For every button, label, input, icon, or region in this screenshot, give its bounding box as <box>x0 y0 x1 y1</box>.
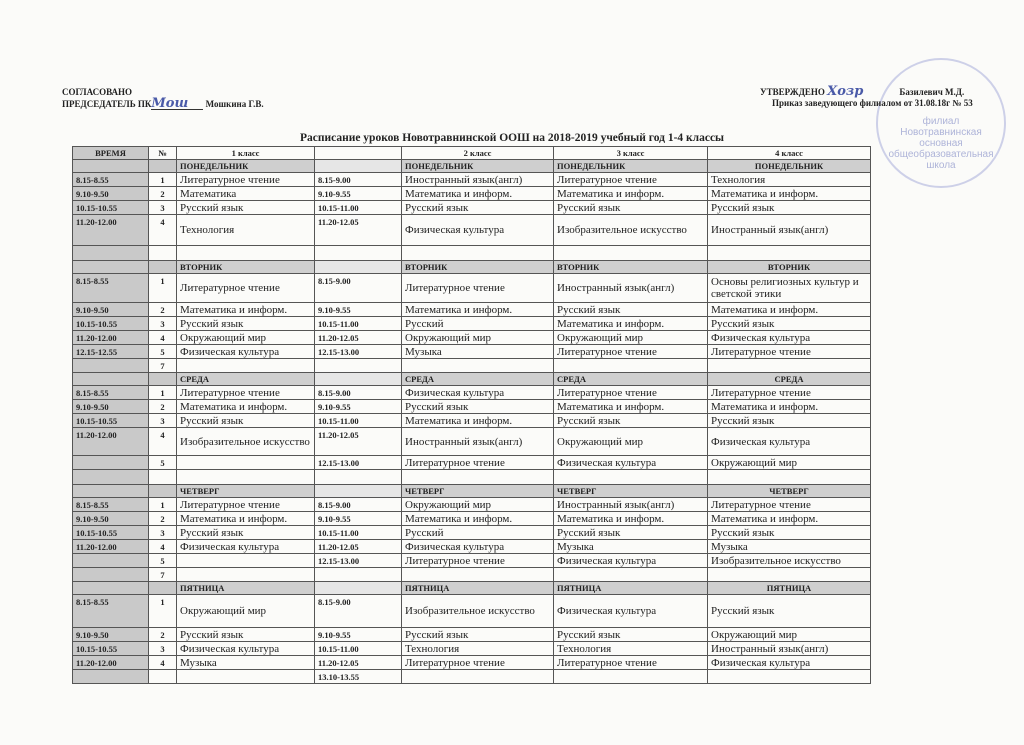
lesson-time-class1 <box>73 246 149 261</box>
lesson-row <box>73 386 871 400</box>
day-name-class3: ЧЕТВЕРГ <box>554 485 708 498</box>
subject-class3: Русский язык <box>554 628 708 642</box>
lesson-row <box>73 400 871 414</box>
lesson-time-class1: 10.15-10.55 <box>73 526 149 540</box>
approval-left-label: СОГЛАСОВАНО <box>62 87 133 97</box>
lesson-time-class2-4: 10.15-11.00 <box>315 642 402 656</box>
subject-class3: Русский язык <box>554 201 708 215</box>
lesson-time-class2-4: 12.15-13.00 <box>315 456 402 470</box>
subject-class4: Математика и информ. <box>708 512 871 526</box>
approval-left <box>62 87 264 110</box>
time-cell <box>73 261 149 274</box>
lesson-row <box>73 201 871 215</box>
day-name-class2: СРЕДА <box>402 373 554 386</box>
lesson-number: 2 <box>149 303 177 317</box>
subject-class4: Иностранный язык(англ) <box>708 642 871 656</box>
subject-class3: Иностранный язык(англ) <box>554 274 708 303</box>
subject-class3: Изобразительное искусство <box>554 215 708 246</box>
lesson-number: 3 <box>149 414 177 428</box>
lesson-number: 5 <box>149 554 177 568</box>
lesson-row <box>73 215 871 246</box>
subject-class3: Окружающий мир <box>554 331 708 345</box>
day-name-class3: ВТОРНИК <box>554 261 708 274</box>
lesson-time-class1: 10.15-10.55 <box>73 642 149 656</box>
subject-class3 <box>554 246 708 261</box>
subject-class4: Физическая культура <box>708 428 871 456</box>
lesson-time-class1: 11.20-12.00 <box>73 428 149 456</box>
director-name: Базилевич М.Д. <box>899 87 965 97</box>
subject-class3: Математика и информ. <box>554 400 708 414</box>
stamp-text: филиал Новотравнинская основная общеобразовательная школа <box>888 116 994 171</box>
lesson-row <box>73 414 871 428</box>
lesson-time-class1 <box>73 554 149 568</box>
lesson-number: 1 <box>149 386 177 400</box>
day-name-class3: СРЕДА <box>554 373 708 386</box>
subject-class1: Русский язык <box>177 526 315 540</box>
subject-class2: Литературное чтение <box>402 456 554 470</box>
subject-class4 <box>708 568 871 582</box>
subject-class3 <box>554 359 708 373</box>
subject-class3: Русский язык <box>554 526 708 540</box>
lesson-row <box>73 656 871 670</box>
subject-class1: Математика <box>177 187 315 201</box>
lesson-row <box>73 554 871 568</box>
subject-class2: Литературное чтение <box>402 656 554 670</box>
lesson-time-class2-4: 9.10-9.55 <box>315 303 402 317</box>
lesson-number: 4 <box>149 428 177 456</box>
lesson-number: 3 <box>149 642 177 656</box>
lesson-time-class1: 8.15-8.55 <box>73 274 149 303</box>
subject-class1: Русский язык <box>177 628 315 642</box>
lesson-time-class2-4: 10.15-11.00 <box>315 317 402 331</box>
lesson-time-class2-4: 10.15-11.00 <box>315 201 402 215</box>
subject-class3: Литературное чтение <box>554 386 708 400</box>
lesson-row <box>73 670 871 684</box>
lesson-time-class2-4: 9.10-9.55 <box>315 187 402 201</box>
lesson-number: 1 <box>149 173 177 187</box>
lesson-number: 7 <box>149 568 177 582</box>
signature: Мош <box>151 98 203 110</box>
lesson-time-class2-4: 8.15-9.00 <box>315 595 402 628</box>
subject-class4: Иностранный язык(англ) <box>708 215 871 246</box>
day-name-class1: ЧЕТВЕРГ <box>177 485 315 498</box>
order-text: Приказ заведующего филиалом от 31.08.18г № 53 <box>772 98 973 108</box>
lesson-row <box>73 540 871 554</box>
lesson-time-class2-4: 9.10-9.55 <box>315 512 402 526</box>
subject-class1 <box>177 568 315 582</box>
subject-class1: Окружающий мир <box>177 331 315 345</box>
subject-class1 <box>177 554 315 568</box>
lesson-time-class2-4: 11.20-12.05 <box>315 540 402 554</box>
subject-class2 <box>402 670 554 684</box>
time-cell <box>73 485 149 498</box>
day-row <box>73 261 871 274</box>
time-cell <box>73 373 149 386</box>
lesson-time-class2-4: 11.20-12.05 <box>315 215 402 246</box>
subject-class3: Литературное чтение <box>554 656 708 670</box>
day-name-class2: ЧЕТВЕРГ <box>402 485 554 498</box>
subject-class2: Музыка <box>402 345 554 359</box>
day-row <box>73 582 871 595</box>
subject-class1 <box>177 670 315 684</box>
subject-class4: Технология <box>708 173 871 187</box>
subject-class4: Основы религиозных культур и светской этики <box>708 274 871 303</box>
approved-label: УТВЕРЖДЕНО <box>760 87 825 97</box>
day-name-class4: СРЕДА <box>708 373 871 386</box>
subject-class2: Окружающий мир <box>402 331 554 345</box>
subject-class2: Литературное чтение <box>402 274 554 303</box>
time2-cell <box>315 373 402 386</box>
subject-class2: Физическая культура <box>402 386 554 400</box>
lesson-time-class2-4 <box>315 470 402 485</box>
lesson-time-class1: 10.15-10.55 <box>73 414 149 428</box>
lesson-time-class1: 9.10-9.50 <box>73 400 149 414</box>
subject-class2 <box>402 568 554 582</box>
lesson-number <box>149 246 177 261</box>
subject-class3: Математика и информ. <box>554 512 708 526</box>
lesson-row <box>73 317 871 331</box>
lesson-number: 2 <box>149 512 177 526</box>
subject-class2 <box>402 246 554 261</box>
lesson-time-class1 <box>73 456 149 470</box>
lesson-number <box>149 670 177 684</box>
day-name-class4: ПОНЕДЕЛЬНИК <box>708 160 871 173</box>
subject-class2: Окружающий мир <box>402 498 554 512</box>
lesson-time-class2-4: 8.15-9.00 <box>315 274 402 303</box>
col-time: ВРЕМЯ <box>73 147 149 160</box>
col-time2 <box>315 147 402 160</box>
subject-class2: Иностранный язык(англ) <box>402 428 554 456</box>
lesson-row <box>73 595 871 628</box>
lesson-number: 1 <box>149 274 177 303</box>
day-name-class4: ВТОРНИК <box>708 261 871 274</box>
lesson-number: 4 <box>149 215 177 246</box>
time2-cell <box>315 261 402 274</box>
lesson-number: 4 <box>149 540 177 554</box>
subject-class4 <box>708 246 871 261</box>
time-cell <box>73 160 149 173</box>
subject-class3: Музыка <box>554 540 708 554</box>
subject-class4: Русский язык <box>708 595 871 628</box>
lesson-time-class1: 10.15-10.55 <box>73 201 149 215</box>
lesson-row <box>73 526 871 540</box>
lesson-time-class2-4: 10.15-11.00 <box>315 526 402 540</box>
subject-class4: Математика и информ. <box>708 303 871 317</box>
subject-class1: Физическая культура <box>177 345 315 359</box>
lesson-time-class1: 11.20-12.00 <box>73 656 149 670</box>
lesson-row <box>73 345 871 359</box>
day-name-class2: ПОНЕДЕЛЬНИК <box>402 160 554 173</box>
lesson-time-class1: 9.10-9.50 <box>73 303 149 317</box>
lesson-time-class1: 11.20-12.00 <box>73 540 149 554</box>
lesson-number: 3 <box>149 201 177 215</box>
day-name-class1: ПОНЕДЕЛЬНИК <box>177 160 315 173</box>
subject-class2: Математика и информ. <box>402 303 554 317</box>
subject-class2: Иностранный язык(англ) <box>402 173 554 187</box>
subject-class4: Литературное чтение <box>708 498 871 512</box>
subject-class2: Математика и информ. <box>402 512 554 526</box>
day-name-class4: ПЯТНИЦА <box>708 582 871 595</box>
lesson-time-class2-4: 9.10-9.55 <box>315 400 402 414</box>
time2-cell <box>315 485 402 498</box>
col-num: № <box>149 147 177 160</box>
subject-class1: Физическая культура <box>177 642 315 656</box>
subject-class4: Литературное чтение <box>708 345 871 359</box>
lesson-row <box>73 568 871 582</box>
lesson-time-class1: 9.10-9.50 <box>73 628 149 642</box>
day-name-class2: ПЯТНИЦА <box>402 582 554 595</box>
lesson-row <box>73 246 871 261</box>
subject-class4: Окружающий мир <box>708 456 871 470</box>
num-cell <box>149 485 177 498</box>
subject-class4: Физическая культура <box>708 656 871 670</box>
lesson-number: 5 <box>149 456 177 470</box>
subject-class2: Русский язык <box>402 400 554 414</box>
subject-class1: Русский язык <box>177 201 315 215</box>
subject-class3: Математика и информ. <box>554 187 708 201</box>
col-class3: 3 класс <box>554 147 708 160</box>
subject-class3: Литературное чтение <box>554 345 708 359</box>
lesson-time-class1: 9.10-9.50 <box>73 512 149 526</box>
lesson-time-class2-4: 13.10-13.55 <box>315 670 402 684</box>
subject-class1: Математика и информ. <box>177 400 315 414</box>
subject-class4: Математика и информ. <box>708 400 871 414</box>
subject-class2: Физическая культура <box>402 540 554 554</box>
lesson-row <box>73 456 871 470</box>
subject-class1: Литературное чтение <box>177 274 315 303</box>
day-row <box>73 485 871 498</box>
subject-class1 <box>177 359 315 373</box>
lesson-time-class1: 12.15-12.55 <box>73 345 149 359</box>
lesson-time-class1 <box>73 568 149 582</box>
subject-class4 <box>708 359 871 373</box>
lesson-number <box>149 470 177 485</box>
subject-class3 <box>554 568 708 582</box>
lesson-time-class1: 8.15-8.55 <box>73 386 149 400</box>
lesson-row <box>73 173 871 187</box>
subject-class1 <box>177 470 315 485</box>
subject-class1: Технология <box>177 215 315 246</box>
lesson-row <box>73 642 871 656</box>
subject-class2: Русский <box>402 526 554 540</box>
lesson-row <box>73 274 871 303</box>
header-row <box>73 147 871 160</box>
lesson-number: 3 <box>149 526 177 540</box>
lesson-time-class2-4: 8.15-9.00 <box>315 498 402 512</box>
subject-class1: Литературное чтение <box>177 498 315 512</box>
page-title: Расписание уроков Новотравнинской ООШ на 2018-2019 учебный год 1-4 классы <box>299 132 725 144</box>
approval-right <box>760 86 973 109</box>
subject-class4: Русский язык <box>708 201 871 215</box>
subject-class4 <box>708 670 871 684</box>
lesson-time-class1: 9.10-9.50 <box>73 187 149 201</box>
lesson-time-class2-4: 12.15-13.00 <box>315 345 402 359</box>
time-cell <box>73 582 149 595</box>
lesson-time-class1: 11.20-12.00 <box>73 215 149 246</box>
subject-class3: Русский язык <box>554 414 708 428</box>
subject-class2: Русский язык <box>402 628 554 642</box>
lesson-time-class1: 10.15-10.55 <box>73 317 149 331</box>
lesson-time-class2-4: 10.15-11.00 <box>315 414 402 428</box>
num-cell <box>149 160 177 173</box>
subject-class1: Математика и информ. <box>177 303 315 317</box>
subject-class3: Технология <box>554 642 708 656</box>
subject-class1: Русский язык <box>177 414 315 428</box>
day-name-class1: СРЕДА <box>177 373 315 386</box>
lesson-number: 3 <box>149 317 177 331</box>
subject-class2: Изобразительное искусство <box>402 595 554 628</box>
lesson-row <box>73 303 871 317</box>
subject-class3: Математика и информ. <box>554 317 708 331</box>
lesson-number: 5 <box>149 345 177 359</box>
subject-class2: Физическая культура <box>402 215 554 246</box>
lesson-time-class1: 8.15-8.55 <box>73 498 149 512</box>
subject-class3: Русский язык <box>554 303 708 317</box>
col-class4: 4 класс <box>708 147 871 160</box>
subject-class2: Литературное чтение <box>402 554 554 568</box>
subject-class3 <box>554 670 708 684</box>
lesson-row <box>73 628 871 642</box>
subject-class3: Физическая культура <box>554 554 708 568</box>
lesson-number: 1 <box>149 498 177 512</box>
lesson-row <box>73 187 871 201</box>
subject-class2: Математика и информ. <box>402 187 554 201</box>
lesson-time-class2-4 <box>315 568 402 582</box>
subject-class4: Литературное чтение <box>708 386 871 400</box>
num-cell <box>149 261 177 274</box>
day-row <box>73 373 871 386</box>
lesson-time-class2-4: 8.15-9.00 <box>315 173 402 187</box>
num-cell <box>149 582 177 595</box>
subject-class1: Математика и информ. <box>177 512 315 526</box>
num-cell <box>149 373 177 386</box>
lesson-time-class2-4: 11.20-12.05 <box>315 428 402 456</box>
subject-class1: Изобразительное искусство <box>177 428 315 456</box>
subject-class3 <box>554 470 708 485</box>
lesson-row <box>73 359 871 373</box>
subject-class1: Физическая культура <box>177 540 315 554</box>
subject-class2 <box>402 359 554 373</box>
lesson-time-class2-4: 11.20-12.05 <box>315 331 402 345</box>
lesson-number: 2 <box>149 400 177 414</box>
subject-class2: Математика и информ. <box>402 414 554 428</box>
lesson-time-class2-4 <box>315 359 402 373</box>
lesson-number: 2 <box>149 628 177 642</box>
lesson-time-class1: 8.15-8.55 <box>73 595 149 628</box>
day-name-class4: ЧЕТВЕРГ <box>708 485 871 498</box>
day-name-class3: ПЯТНИЦА <box>554 582 708 595</box>
signature-director: Хозр <box>827 84 864 99</box>
stamp <box>876 58 1006 188</box>
lesson-number: 1 <box>149 595 177 628</box>
lesson-number: 2 <box>149 187 177 201</box>
col-class2: 2 класс <box>402 147 554 160</box>
subject-class2 <box>402 470 554 485</box>
subject-class3: Физическая культура <box>554 456 708 470</box>
day-name-class1: ПЯТНИЦА <box>177 582 315 595</box>
subject-class4: Музыка <box>708 540 871 554</box>
subject-class4: Изобразительное искусство <box>708 554 871 568</box>
lesson-time-class1: 8.15-8.55 <box>73 173 149 187</box>
lesson-time-class1: 11.20-12.00 <box>73 331 149 345</box>
lesson-number: 4 <box>149 656 177 670</box>
lesson-row <box>73 512 871 526</box>
day-name-class1: ВТОРНИК <box>177 261 315 274</box>
subject-class1: Окружающий мир <box>177 595 315 628</box>
subject-class4: Русский язык <box>708 317 871 331</box>
day-row <box>73 160 871 173</box>
col-class1: 1 класс <box>177 147 315 160</box>
subject-class2: Русский <box>402 317 554 331</box>
lesson-time-class1 <box>73 470 149 485</box>
subject-class4: Окружающий мир <box>708 628 871 642</box>
lesson-row <box>73 470 871 485</box>
subject-class1 <box>177 456 315 470</box>
schedule-table <box>72 146 871 684</box>
subject-class4 <box>708 470 871 485</box>
lesson-time-class2-4 <box>315 246 402 261</box>
lesson-number: 7 <box>149 359 177 373</box>
subject-class2: Русский язык <box>402 201 554 215</box>
lesson-row <box>73 428 871 456</box>
lesson-time-class1 <box>73 670 149 684</box>
lesson-row <box>73 498 871 512</box>
time2-cell <box>315 582 402 595</box>
lesson-row <box>73 331 871 345</box>
lesson-time-class2-4: 11.20-12.05 <box>315 656 402 670</box>
chairman-name: Мошкина Г.В. <box>205 99 264 109</box>
subject-class1 <box>177 246 315 261</box>
subject-class3: Иностранный язык(англ) <box>554 498 708 512</box>
day-name-class3: ПОНЕДЕЛЬНИК <box>554 160 708 173</box>
subject-class1: Литературное чтение <box>177 173 315 187</box>
subject-class3: Окружающий мир <box>554 428 708 456</box>
lesson-number: 4 <box>149 331 177 345</box>
lesson-time-class1 <box>73 359 149 373</box>
subject-class1: Литературное чтение <box>177 386 315 400</box>
subject-class4: Русский язык <box>708 414 871 428</box>
subject-class3: Литературное чтение <box>554 173 708 187</box>
subject-class4: Математика и информ. <box>708 187 871 201</box>
time2-cell <box>315 160 402 173</box>
day-name-class2: ВТОРНИК <box>402 261 554 274</box>
subject-class1: Русский язык <box>177 317 315 331</box>
lesson-time-class2-4: 9.10-9.55 <box>315 628 402 642</box>
lesson-time-class2-4: 12.15-13.00 <box>315 554 402 568</box>
subject-class2: Технология <box>402 642 554 656</box>
chairman-label: ПРЕДСЕДАТЕЛЬ ПК <box>62 99 152 109</box>
lesson-time-class2-4: 8.15-9.00 <box>315 386 402 400</box>
subject-class1: Музыка <box>177 656 315 670</box>
subject-class4: Физическая культура <box>708 331 871 345</box>
subject-class3: Физическая культура <box>554 595 708 628</box>
subject-class4: Русский язык <box>708 526 871 540</box>
